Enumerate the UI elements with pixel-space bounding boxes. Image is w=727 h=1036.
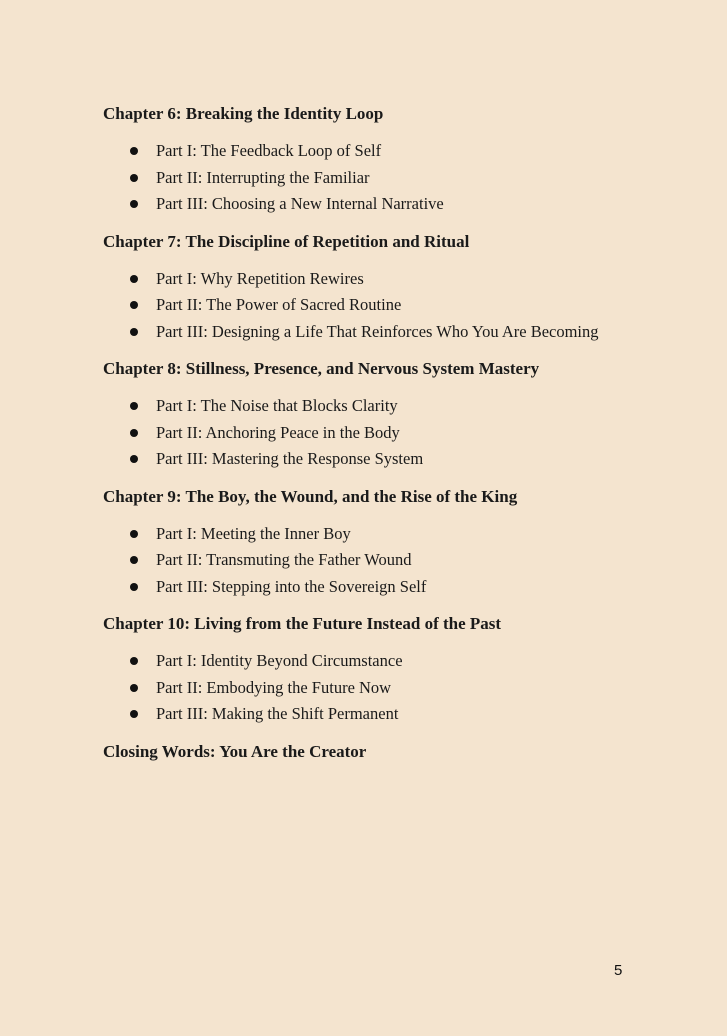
part-label: Part I: The Noise that Blocks Clarity [156, 396, 398, 415]
chapter-title: Chapter 7: The Discipline of Repetition and Ritual [103, 231, 470, 251]
chapter-title: Chapter 10: Living from the Future Instead of the Past [103, 614, 502, 633]
parts-list [103, 521, 703, 601]
chapter-9 [103, 485, 703, 601]
list-item [103, 266, 703, 293]
list-item [103, 319, 703, 346]
closing-title: Closing Words: You Are the Creator [103, 741, 367, 761]
list-item [103, 393, 703, 420]
part-label: Part III: Making the Shift Permanent [156, 704, 399, 723]
part-label: Part III: Mastering the Response System [156, 449, 424, 468]
bullet-icon [130, 328, 138, 336]
list-item [103, 165, 703, 192]
bullet-icon [130, 657, 138, 665]
chapter-8 [103, 357, 703, 473]
list-item [103, 446, 703, 473]
closing-words [103, 740, 703, 764]
chapter-7 [103, 230, 703, 346]
bullet-icon [130, 530, 138, 538]
bullet-icon [130, 710, 138, 718]
list-item [103, 574, 703, 601]
list-item [103, 547, 703, 574]
parts-list [103, 266, 703, 346]
list-item [103, 420, 703, 447]
page-number: 5 [614, 962, 623, 979]
table-of-contents [103, 102, 703, 764]
list-item [103, 521, 703, 548]
part-label: Part II: Anchoring Peace in the Body [156, 422, 400, 442]
bullet-icon [130, 147, 138, 155]
bullet-icon [130, 275, 138, 283]
part-label: Part I: Identity Beyond Circumstance [156, 651, 403, 670]
chapter-6 [103, 102, 703, 218]
part-label: Part I: Why Repetition Rewires [156, 268, 364, 288]
part-label: Part I: The Feedback Loop of Self [156, 141, 382, 160]
bullet-icon [130, 455, 138, 463]
bullet-icon [130, 301, 138, 309]
chapter-title: Chapter 9: The Boy, the Wound, and the Rise of the King [103, 486, 518, 506]
list-item [103, 701, 703, 728]
parts-list [103, 648, 703, 728]
list-item [103, 648, 703, 675]
list-item [103, 138, 703, 165]
parts-list [103, 393, 703, 473]
list-item [103, 675, 703, 702]
bullet-icon [130, 174, 138, 182]
part-label: Part III: Stepping into the Sovereign Self [156, 576, 427, 596]
part-label: Part III: Designing a Life That Reinforces Who You Are Becoming [156, 321, 599, 341]
part-label: Part II: Transmuting the Father Wound [156, 550, 412, 569]
part-label: Part III: Choosing a New Internal Narrative [156, 194, 444, 213]
list-item [103, 292, 703, 319]
chapter-title: Chapter 6: Breaking the Identity Loop [103, 104, 384, 123]
bullet-icon [130, 402, 138, 410]
bullet-icon [130, 583, 138, 591]
parts-list [103, 138, 703, 218]
part-label: Part II: Interrupting the Familiar [156, 167, 370, 187]
bullet-icon [130, 684, 138, 692]
chapter-title: Chapter 8: Stillness, Presence, and Nervous System Mastery [103, 359, 540, 378]
bullet-icon [130, 200, 138, 208]
part-label: Part I: Meeting the Inner Boy [156, 523, 351, 543]
list-item [103, 191, 703, 218]
bullet-icon [130, 556, 138, 564]
part-label: Part II: The Power of Sacred Routine [156, 295, 402, 314]
part-label: Part II: Embodying the Future Now [156, 677, 392, 697]
chapter-10 [103, 612, 703, 728]
bullet-icon [130, 429, 138, 437]
